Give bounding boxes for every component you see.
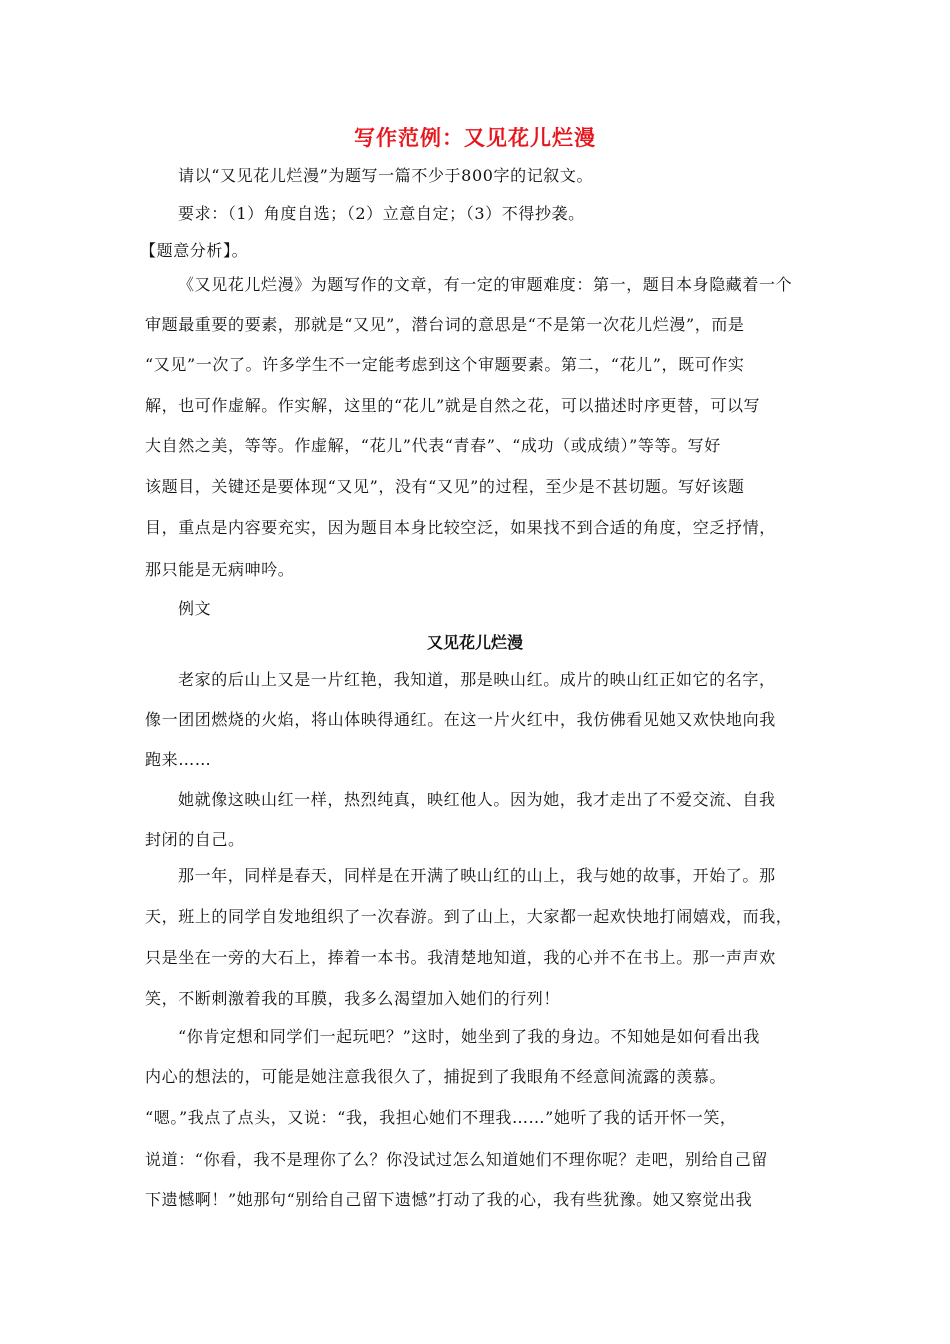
essay-line: 老家的后山上又是一片红艳，我知道，那是映山红。成片的映山红正如它的名字， bbox=[178, 670, 776, 689]
essay-line: 天，班上的同学自发地组织了一次春游。到了山上，大家都一起欢快地打闹嬉戏，而我， bbox=[145, 907, 793, 926]
analysis-heading: 【题意分析】。 bbox=[140, 241, 249, 260]
analysis-line: 该题目，关键还是要体现“又见”，没有“又见”的过程，至少是不甚切题。写好该题 bbox=[145, 477, 745, 496]
essay-line: 那一年，同样是春天，同样是在开满了映山红的山上，我与她的故事，开始了。那 bbox=[178, 866, 776, 885]
analysis-line: 目，重点是内容要充实，因为题目本身比较空泛，如果找不到合适的角度，空乏抒情， bbox=[145, 518, 776, 537]
essay-line: 像一团团燃烧的火焰，将山体映得通红。在这一片火红中，我仿佛看见她又欢快地向我 bbox=[145, 710, 776, 729]
essay-line: 她就像这映山红一样，热烈纯真，映红他人。因为她，我才走出了不爱交流、自我 bbox=[178, 790, 776, 809]
analysis-line: 审题最重要的要素，那就是“又见”，潜台词的意思是“不是第一次花儿烂漫”，而是 bbox=[145, 315, 745, 334]
essay-line: “嗯。”我点了点头，又说：“我，我担心她们不理我……”她听了我的话开怀一笑， bbox=[145, 1108, 737, 1127]
essay-line: 下遗憾啊！”她那句“别给自己留下遗憾”打动了我的心，我有些犹豫。她又察觉出我 bbox=[145, 1190, 753, 1209]
essay-line: 笑，不断刺激着我的耳膜，我多么渴望加入她们的行列！ bbox=[145, 989, 561, 1008]
essay-line: 封闭的自己。 bbox=[145, 830, 245, 849]
prompt-text: 请以“又见花儿烂漫”为题写一篇不少于800字的记叙文。 bbox=[178, 166, 594, 185]
essay-line: 只是坐在一旁的大石上，捧着一本书。我清楚地知道，我的心并不在书上。那一声声欢 bbox=[145, 948, 776, 967]
analysis-line: 《又见花儿烂漫》为题写作的文章，有一定的审题难度：第一，题目本身隐藏着一个 bbox=[178, 275, 793, 294]
essay-title: 又见花儿烂漫 bbox=[426, 633, 523, 652]
requirements-text: 要求：（1）角度自选；（2）立意自定；（3）不得抄袭。 bbox=[178, 204, 585, 223]
essay-line: 说道：“你看，我不是理你了么？你没试过怎么知道她们不理你呢？走吧，别给自己留 bbox=[145, 1150, 768, 1169]
essay-line: 内心的想法的，可能是她注意我很久了，捕捉到了我眼角不经意间流露的羡慕。 bbox=[145, 1067, 727, 1086]
essay-line: 跑来…… bbox=[145, 750, 212, 769]
analysis-line: “又见”一次了。许多学生不一定能考虑到这个审题要素。第二，“花儿”，既可作实 bbox=[145, 355, 745, 374]
example-label: 例文 bbox=[178, 599, 212, 618]
essay-line: “你肯定想和同学们一起玩吧？”这时，她坐到了我的身边。不知她是如何看出我 bbox=[178, 1027, 760, 1046]
document-title: 写作范例：又见花儿烂漫 bbox=[354, 125, 596, 150]
analysis-line: 大自然之美，等等。作虚解，“花儿”代表“青春”、“成功（或成绩）”等等。写好 bbox=[145, 436, 721, 455]
analysis-line: 解，也可作虚解。作实解，这里的“花儿”就是自然之花，可以描述时序更替，可以写 bbox=[145, 396, 761, 415]
analysis-line: 那只能是无病呻吟。 bbox=[145, 560, 295, 579]
